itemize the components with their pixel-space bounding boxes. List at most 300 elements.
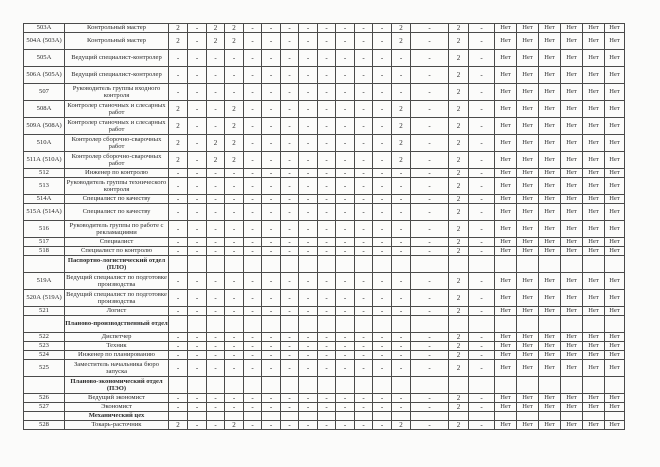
class-value-cell: - bbox=[262, 118, 281, 135]
class-value-cell: - bbox=[373, 118, 392, 135]
class-value-cell: - bbox=[207, 67, 225, 84]
class-value-cell: - bbox=[244, 238, 262, 247]
position-code: 511А (510А) bbox=[24, 152, 65, 169]
class-value-cell: - bbox=[299, 351, 318, 360]
position-name: Ведущий специалист по подготовке производства bbox=[66, 290, 167, 305]
position-code: 509А (508А) bbox=[24, 118, 65, 135]
class-value-cell: 2 bbox=[449, 84, 469, 101]
class-value-cell: 2 bbox=[169, 421, 188, 430]
class-value-cell: - bbox=[336, 67, 355, 84]
flag-cell: Нет bbox=[605, 273, 625, 290]
class-value-cell: - bbox=[262, 333, 281, 342]
class-value-cell: - bbox=[411, 204, 449, 221]
class-value-cell: - bbox=[355, 290, 373, 307]
class-value-cell: - bbox=[411, 333, 449, 342]
class-value-cell: - bbox=[188, 360, 207, 377]
table-row bbox=[24, 333, 625, 342]
class-value-cell: - bbox=[469, 178, 495, 195]
flag-cell: Нет bbox=[539, 33, 561, 50]
class-value-cell: - bbox=[225, 273, 244, 290]
class-value-cell: - bbox=[299, 394, 318, 403]
class-value-cell: - bbox=[411, 421, 449, 430]
class-value-cell: - bbox=[318, 152, 336, 169]
position-code: 506А (505А) bbox=[24, 67, 65, 84]
class-value-cell: - bbox=[392, 360, 411, 377]
flag-cell: Нет bbox=[495, 273, 517, 290]
class-value-cell: - bbox=[207, 333, 225, 342]
position-name: Специалист по контролю bbox=[65, 247, 169, 256]
flag-cell bbox=[561, 256, 583, 273]
class-value-cell: - bbox=[244, 204, 262, 221]
class-value-cell: - bbox=[225, 342, 244, 351]
table-row bbox=[24, 421, 625, 430]
position-name: Ведущий специалист-контролер bbox=[65, 67, 169, 84]
flag-cell: Нет bbox=[517, 290, 539, 307]
class-value-cell: 2 bbox=[225, 152, 244, 169]
flag-cell: Нет bbox=[517, 101, 539, 118]
class-value-cell: - bbox=[373, 169, 392, 178]
class-value-cell: - bbox=[469, 360, 495, 377]
flag-cell: Нет bbox=[517, 169, 539, 178]
position-code: 528 bbox=[24, 421, 65, 430]
class-value-cell: - bbox=[411, 84, 449, 101]
flag-cell: Нет bbox=[517, 33, 539, 50]
class-value-cell: - bbox=[244, 290, 262, 307]
class-value-cell: - bbox=[318, 24, 336, 33]
class-value-cell: - bbox=[281, 394, 299, 403]
class-value-cell: - bbox=[469, 67, 495, 84]
flag-cell: Нет bbox=[539, 403, 561, 412]
table-row bbox=[24, 50, 625, 67]
class-value-cell: - bbox=[469, 221, 495, 238]
class-value-cell: - bbox=[392, 67, 411, 84]
flag-cell: Нет bbox=[495, 238, 517, 247]
class-value-cell: - bbox=[299, 152, 318, 169]
class-value-cell: 2 bbox=[169, 152, 188, 169]
class-value-cell bbox=[373, 377, 392, 394]
flag-cell: Нет bbox=[583, 351, 605, 360]
flag-cell: Нет bbox=[539, 152, 561, 169]
position-name: Контрольный мастер bbox=[65, 33, 169, 50]
class-value-cell: - bbox=[411, 67, 449, 84]
class-value-cell: - bbox=[392, 178, 411, 195]
class-value-cell: - bbox=[373, 84, 392, 101]
class-value-cell: - bbox=[281, 342, 299, 351]
class-value-cell: - bbox=[355, 351, 373, 360]
class-value-cell: - bbox=[244, 50, 262, 67]
flag-cell: Нет bbox=[583, 421, 605, 430]
class-value-cell: - bbox=[469, 342, 495, 351]
flag-cell: Нет bbox=[539, 421, 561, 430]
flag-cell: Нет bbox=[583, 24, 605, 33]
class-value-cell: - bbox=[244, 84, 262, 101]
class-value-cell: - bbox=[355, 342, 373, 351]
position-code: 518 bbox=[24, 247, 65, 256]
class-value-cell: 2 bbox=[449, 195, 469, 204]
class-value-cell: - bbox=[188, 152, 207, 169]
class-value-cell: - bbox=[188, 169, 207, 178]
class-value-cell: - bbox=[207, 84, 225, 101]
position-code: 516 bbox=[24, 221, 65, 238]
flag-cell bbox=[517, 377, 539, 394]
class-value-cell: 2 bbox=[449, 342, 469, 351]
class-value-cell: - bbox=[318, 333, 336, 342]
class-value-cell: - bbox=[225, 204, 244, 221]
class-value-cell: - bbox=[281, 24, 299, 33]
flag-cell: Нет bbox=[539, 238, 561, 247]
flag-cell: Нет bbox=[583, 333, 605, 342]
class-value-cell: 2 bbox=[169, 118, 188, 135]
class-value-cell: - bbox=[299, 290, 318, 307]
flag-cell bbox=[539, 256, 561, 273]
flag-cell bbox=[517, 412, 539, 421]
class-value-cell: - bbox=[207, 101, 225, 118]
class-value-cell: - bbox=[336, 307, 355, 316]
flag-cell: Нет bbox=[561, 152, 583, 169]
class-value-cell: - bbox=[281, 84, 299, 101]
class-value-cell: - bbox=[244, 101, 262, 118]
class-value-cell: - bbox=[262, 273, 281, 290]
class-value-cell: - bbox=[299, 221, 318, 238]
class-value-cell: - bbox=[469, 118, 495, 135]
class-value-cell: - bbox=[169, 221, 188, 238]
class-value-cell: - bbox=[262, 394, 281, 403]
flag-cell: Нет bbox=[517, 421, 539, 430]
class-value-cell: - bbox=[318, 135, 336, 152]
class-value-cell: - bbox=[225, 247, 244, 256]
class-value-cell: - bbox=[169, 273, 188, 290]
class-value-cell: 2 bbox=[392, 118, 411, 135]
class-value-cell: - bbox=[225, 169, 244, 178]
class-value-cell: - bbox=[355, 421, 373, 430]
class-value-cell: - bbox=[169, 403, 188, 412]
class-value-cell: - bbox=[355, 247, 373, 256]
class-value-cell: - bbox=[299, 247, 318, 256]
class-value-cell: 2 bbox=[169, 33, 188, 50]
flag-cell: Нет bbox=[583, 50, 605, 67]
class-value-cell: - bbox=[373, 238, 392, 247]
class-value-cell: - bbox=[244, 421, 262, 430]
class-value-cell: - bbox=[169, 351, 188, 360]
class-value-cell: - bbox=[225, 67, 244, 84]
table-row bbox=[24, 247, 625, 256]
class-value-cell: - bbox=[207, 50, 225, 67]
position-name: Инженер по планированию bbox=[65, 351, 169, 360]
table-row bbox=[24, 135, 625, 152]
class-value-cell: - bbox=[373, 67, 392, 84]
table-row bbox=[24, 84, 625, 101]
workplace-assessment-table bbox=[23, 23, 625, 430]
class-value-cell bbox=[336, 256, 355, 273]
class-value-cell: - bbox=[336, 273, 355, 290]
class-value-cell: - bbox=[411, 118, 449, 135]
class-value-cell: - bbox=[188, 290, 207, 307]
class-value-cell: - bbox=[411, 24, 449, 33]
table-row bbox=[24, 273, 625, 290]
position-name: Специалист по качеству bbox=[65, 204, 169, 221]
position-code: 513 bbox=[24, 178, 65, 195]
flag-cell: Нет bbox=[583, 195, 605, 204]
class-value-cell: - bbox=[207, 394, 225, 403]
flag-cell bbox=[495, 412, 517, 421]
class-value-cell: - bbox=[207, 342, 225, 351]
class-value-cell: - bbox=[392, 195, 411, 204]
class-value-cell: - bbox=[355, 169, 373, 178]
position-code: 512 bbox=[24, 169, 65, 178]
position-code bbox=[24, 412, 65, 421]
class-value-cell bbox=[188, 256, 207, 273]
class-value-cell: - bbox=[469, 152, 495, 169]
class-value-cell: - bbox=[336, 351, 355, 360]
class-value-cell: - bbox=[169, 394, 188, 403]
class-value-cell: - bbox=[188, 118, 207, 135]
class-value-cell: - bbox=[188, 84, 207, 101]
class-value-cell: - bbox=[318, 351, 336, 360]
class-value-cell: - bbox=[169, 84, 188, 101]
class-value-cell: - bbox=[373, 394, 392, 403]
class-value-cell bbox=[318, 412, 336, 421]
position-code: 503А bbox=[24, 24, 65, 33]
class-value-cell: - bbox=[188, 204, 207, 221]
class-value-cell: 2 bbox=[449, 178, 469, 195]
flag-cell: Нет bbox=[539, 24, 561, 33]
flag-cell: Нет bbox=[495, 33, 517, 50]
class-value-cell: - bbox=[169, 290, 188, 307]
flag-cell: Нет bbox=[605, 342, 625, 351]
class-value-cell: - bbox=[262, 403, 281, 412]
flag-cell: Нет bbox=[561, 178, 583, 195]
flag-cell: Нет bbox=[561, 33, 583, 50]
class-value-cell: - bbox=[262, 360, 281, 377]
table-row bbox=[24, 67, 625, 84]
class-value-cell bbox=[262, 256, 281, 273]
class-value-cell bbox=[469, 412, 495, 421]
class-value-cell: - bbox=[262, 290, 281, 307]
class-value-cell bbox=[207, 256, 225, 273]
class-value-cell: 2 bbox=[449, 204, 469, 221]
class-value-cell: - bbox=[299, 118, 318, 135]
class-value-cell bbox=[188, 316, 207, 333]
flag-cell: Нет bbox=[605, 178, 625, 195]
class-value-cell: 2 bbox=[392, 101, 411, 118]
class-value-cell: - bbox=[336, 204, 355, 221]
flag-cell: Нет bbox=[605, 221, 625, 238]
flag-cell: Нет bbox=[605, 204, 625, 221]
class-value-cell: - bbox=[318, 204, 336, 221]
class-value-cell: - bbox=[336, 101, 355, 118]
class-value-cell: - bbox=[469, 50, 495, 67]
class-value-cell: - bbox=[469, 135, 495, 152]
class-value-cell: 2 bbox=[207, 33, 225, 50]
flag-cell: Нет bbox=[583, 152, 605, 169]
class-value-cell bbox=[411, 377, 449, 394]
position-code: 508А bbox=[24, 101, 65, 118]
class-value-cell: - bbox=[318, 84, 336, 101]
flag-cell bbox=[495, 316, 517, 333]
class-value-cell: - bbox=[336, 394, 355, 403]
class-value-cell: - bbox=[318, 403, 336, 412]
class-value-cell: - bbox=[318, 101, 336, 118]
class-value-cell: - bbox=[318, 118, 336, 135]
flag-cell: Нет bbox=[517, 273, 539, 290]
flag-cell: Нет bbox=[495, 342, 517, 351]
class-value-cell: - bbox=[373, 290, 392, 307]
class-value-cell: - bbox=[373, 360, 392, 377]
class-value-cell: - bbox=[188, 333, 207, 342]
class-value-cell: - bbox=[281, 307, 299, 316]
class-value-cell: - bbox=[225, 238, 244, 247]
class-value-cell: - bbox=[299, 101, 318, 118]
table-body bbox=[24, 24, 625, 430]
class-value-cell: - bbox=[244, 24, 262, 33]
class-value-cell: - bbox=[225, 50, 244, 67]
class-value-cell: 2 bbox=[449, 421, 469, 430]
class-value-cell: - bbox=[373, 195, 392, 204]
flag-cell: Нет bbox=[561, 221, 583, 238]
class-value-cell: - bbox=[299, 135, 318, 152]
flag-cell: Нет bbox=[517, 247, 539, 256]
class-value-cell: - bbox=[299, 67, 318, 84]
class-value-cell bbox=[225, 377, 244, 394]
class-value-cell: - bbox=[281, 221, 299, 238]
flag-cell: Нет bbox=[561, 421, 583, 430]
flag-cell: Нет bbox=[583, 135, 605, 152]
class-value-cell: - bbox=[411, 351, 449, 360]
class-value-cell: - bbox=[469, 394, 495, 403]
class-value-cell: - bbox=[281, 403, 299, 412]
class-value-cell: - bbox=[225, 351, 244, 360]
class-value-cell: 2 bbox=[449, 273, 469, 290]
class-value-cell: - bbox=[244, 135, 262, 152]
flag-cell: Нет bbox=[539, 307, 561, 316]
class-value-cell: - bbox=[336, 178, 355, 195]
class-value-cell: - bbox=[411, 394, 449, 403]
class-value-cell: - bbox=[392, 351, 411, 360]
position-code: 504А (503А) bbox=[24, 33, 65, 50]
table-row bbox=[24, 238, 625, 247]
class-value-cell: - bbox=[411, 221, 449, 238]
class-value-cell bbox=[169, 256, 188, 273]
class-value-cell: - bbox=[188, 238, 207, 247]
class-value-cell: - bbox=[469, 333, 495, 342]
class-value-cell: - bbox=[299, 342, 318, 351]
flag-cell: Нет bbox=[539, 50, 561, 67]
class-value-cell: - bbox=[225, 403, 244, 412]
class-value-cell bbox=[225, 256, 244, 273]
class-value-cell: - bbox=[392, 394, 411, 403]
class-value-cell: - bbox=[188, 67, 207, 84]
class-value-cell: - bbox=[169, 307, 188, 316]
class-value-cell: - bbox=[336, 333, 355, 342]
position-name: Ведущий специалист по подготовке производства bbox=[66, 273, 167, 288]
class-value-cell: - bbox=[262, 221, 281, 238]
class-value-cell: - bbox=[336, 290, 355, 307]
class-value-cell: - bbox=[392, 50, 411, 67]
flag-cell: Нет bbox=[495, 421, 517, 430]
position-name: Экономист bbox=[65, 403, 169, 412]
flag-cell bbox=[561, 412, 583, 421]
flag-cell: Нет bbox=[495, 394, 517, 403]
flag-cell: Нет bbox=[561, 403, 583, 412]
class-value-cell: - bbox=[469, 307, 495, 316]
position-code: 519А bbox=[24, 273, 65, 290]
flag-cell bbox=[583, 412, 605, 421]
class-value-cell: 2 bbox=[207, 135, 225, 152]
flag-cell: Нет bbox=[561, 135, 583, 152]
class-value-cell: - bbox=[355, 360, 373, 377]
class-value-cell: - bbox=[169, 50, 188, 67]
class-value-cell: - bbox=[355, 238, 373, 247]
class-value-cell: - bbox=[411, 135, 449, 152]
position-name: Заместитель начальника бюро запуска bbox=[65, 360, 169, 377]
flag-cell: Нет bbox=[539, 342, 561, 351]
class-value-cell: - bbox=[244, 351, 262, 360]
flag-cell: Нет bbox=[495, 360, 517, 377]
flag-cell: Нет bbox=[605, 118, 625, 135]
flag-cell: Нет bbox=[561, 290, 583, 307]
class-value-cell: - bbox=[336, 342, 355, 351]
class-value-cell: - bbox=[411, 152, 449, 169]
position-code bbox=[24, 377, 65, 394]
class-value-cell: - bbox=[188, 342, 207, 351]
class-value-cell: - bbox=[469, 290, 495, 307]
class-value-cell: - bbox=[281, 290, 299, 307]
class-value-cell bbox=[188, 412, 207, 421]
class-value-cell: - bbox=[299, 33, 318, 50]
flag-cell: Нет bbox=[495, 204, 517, 221]
class-value-cell bbox=[207, 377, 225, 394]
flag-cell: Нет bbox=[495, 67, 517, 84]
class-value-cell: 2 bbox=[449, 221, 469, 238]
class-value-cell: 2 bbox=[449, 50, 469, 67]
flag-cell: Нет bbox=[495, 333, 517, 342]
class-value-cell: - bbox=[207, 169, 225, 178]
class-value-cell: - bbox=[469, 169, 495, 178]
class-value-cell: - bbox=[299, 24, 318, 33]
class-value-cell: - bbox=[281, 247, 299, 256]
class-value-cell: - bbox=[336, 169, 355, 178]
class-value-cell: - bbox=[281, 351, 299, 360]
class-value-cell: - bbox=[355, 101, 373, 118]
class-value-cell bbox=[281, 377, 299, 394]
flag-cell: Нет bbox=[495, 24, 517, 33]
flag-cell: Нет bbox=[583, 307, 605, 316]
flag-cell: Нет bbox=[517, 307, 539, 316]
class-value-cell: - bbox=[392, 247, 411, 256]
class-value-cell: - bbox=[225, 178, 244, 195]
class-value-cell bbox=[355, 412, 373, 421]
flag-cell bbox=[605, 377, 625, 394]
class-value-cell bbox=[299, 412, 318, 421]
class-value-cell: - bbox=[188, 101, 207, 118]
flag-cell: Нет bbox=[517, 351, 539, 360]
section-row bbox=[24, 412, 625, 421]
class-value-cell: - bbox=[281, 152, 299, 169]
position-name: Руководитель группы технического контроля bbox=[65, 178, 169, 195]
flag-cell: Нет bbox=[495, 307, 517, 316]
class-value-cell: - bbox=[318, 221, 336, 238]
flag-cell: Нет bbox=[495, 84, 517, 101]
flag-cell: Нет bbox=[605, 67, 625, 84]
class-value-cell: - bbox=[262, 204, 281, 221]
section-title: Паспортно-логистический отдел (ПЛО) bbox=[65, 256, 169, 273]
flag-cell: Нет bbox=[539, 351, 561, 360]
class-value-cell bbox=[244, 377, 262, 394]
class-value-cell: - bbox=[225, 290, 244, 307]
class-value-cell bbox=[318, 377, 336, 394]
class-value-cell: 2 bbox=[449, 101, 469, 118]
class-value-cell bbox=[244, 256, 262, 273]
